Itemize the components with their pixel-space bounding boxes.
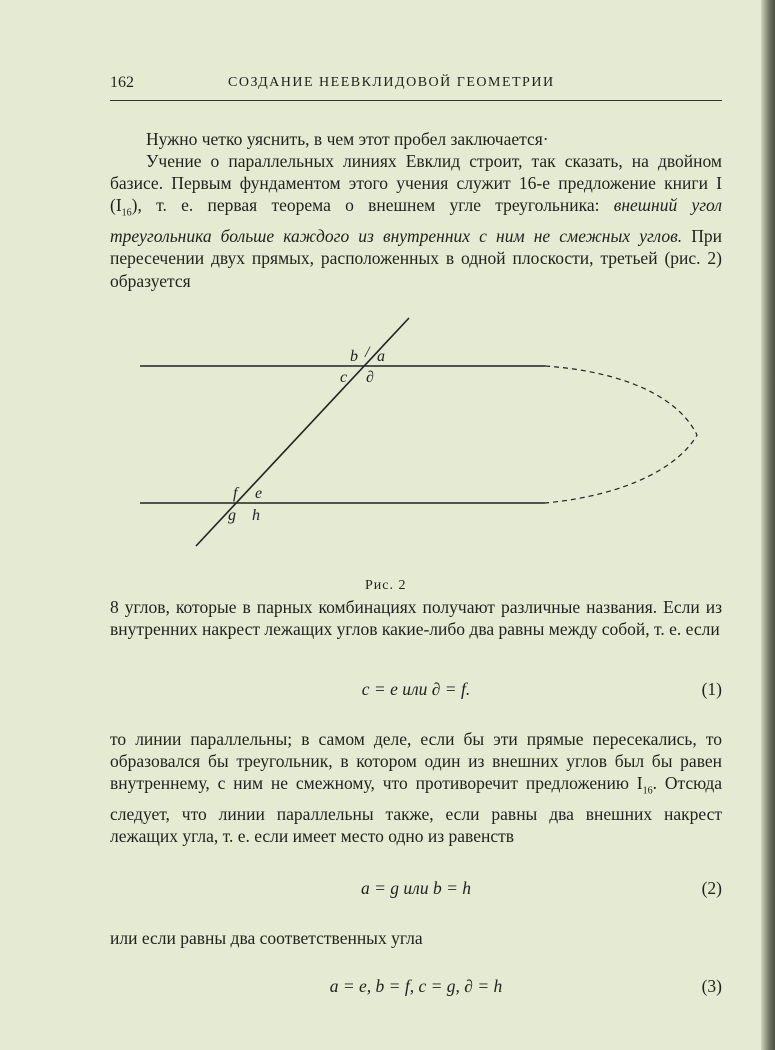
italic-theorem: внешний угол треугольника больше каждого из внутренних с ним не смежных углов. xyxy=(110,195,722,247)
label-a: a xyxy=(377,348,385,365)
label-e: e xyxy=(255,485,263,502)
text: ), т. е. первая теорема о внешнем угле треугольника: xyxy=(131,195,614,216)
label-h: h xyxy=(252,507,260,524)
label-f: f xyxy=(233,485,238,502)
equation-2 xyxy=(110,878,722,902)
equation-1 xyxy=(110,679,722,703)
text: При пересечении двух прямых, расположенных в одной плоскости, третьей (рис. 2) образуется xyxy=(110,226,722,291)
figure-caption: Рис. 2 xyxy=(365,578,407,593)
paragraph-4 xyxy=(110,728,722,848)
running-title: СОЗДАНИЕ НЕЕВКЛИДОВОЙ ГЕОМЕТРИИ xyxy=(228,75,555,90)
text: Учение о параллельных линиях Евклид строит, так сказать, на двойном базисе. Первым фундаментом этого учения служит 16-е предложение книги I (I xyxy=(110,151,722,216)
label-b: b xyxy=(350,348,358,365)
paragraph-5: или если равны два соответственных угла xyxy=(110,928,423,948)
equation-formula: c = e или ∂ = f. xyxy=(361,679,471,699)
equation-number: (3) xyxy=(701,976,722,996)
label-g: g xyxy=(228,507,236,524)
slash: / xyxy=(365,344,370,361)
equation-number: (1) xyxy=(701,679,722,699)
text: . Отсюда следует, что линии параллельны также, если равны два внешних накрест лежащих угла, т. е. если имеет место одно из равенств xyxy=(110,773,722,847)
label-d: ∂ xyxy=(366,369,374,386)
equation-3 xyxy=(110,976,722,1000)
paragraph-1-text: Нужно четко уяснить, в чем этот пробел заключается· xyxy=(146,129,549,149)
equation-number: (2) xyxy=(701,878,722,898)
equation-formula: a = g или b = h xyxy=(361,878,471,898)
subscript: 16 xyxy=(121,207,132,219)
dashed-curve xyxy=(545,366,697,503)
page-number: 162 xyxy=(110,74,134,91)
paragraph-3: 8 углов, которые в парных комбинациях получают различные названия. Если из внутренних накрест лежащих углов какие-либо два равны между собой, т. е. если xyxy=(110,597,722,640)
label-c: c xyxy=(340,369,348,386)
subscript: 16 xyxy=(642,785,653,797)
text: то линии параллельны; в самом деле, если бы эти прямые пересекались, то образовался бы треугольник, в котором один из внешних углов был бы равен внутреннему, с ним не смежному, что противоречит предложению I xyxy=(110,729,722,794)
equation-formula: a = e, b = f, c = g, ∂ = h xyxy=(329,976,503,996)
